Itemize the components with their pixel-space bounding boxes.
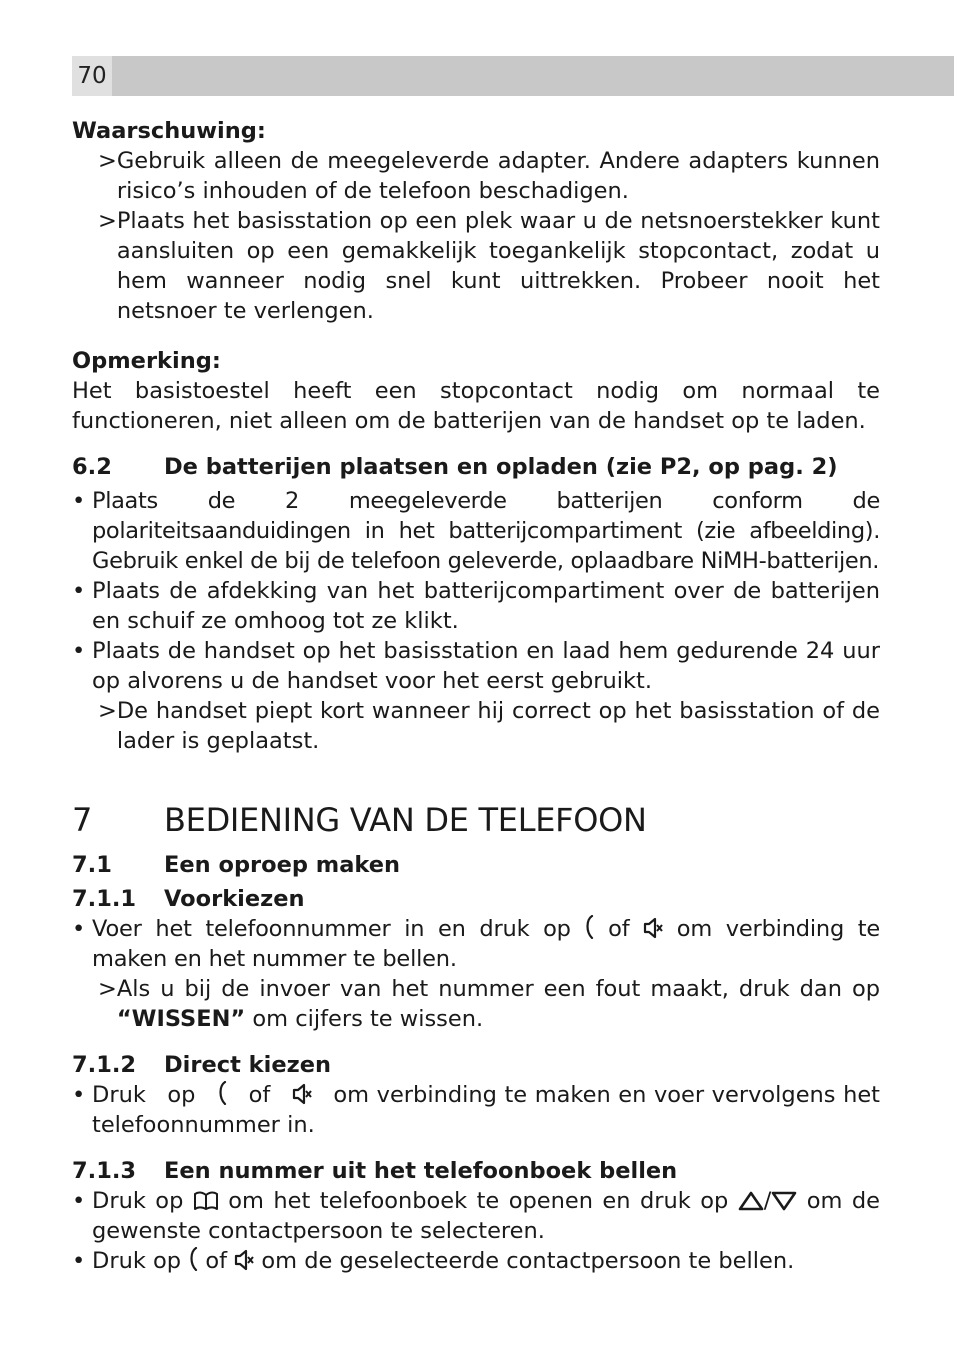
bullet-marker: •: [72, 1082, 86, 1108]
list-item: [72, 486, 880, 576]
list-item-text: Druk op: [92, 1188, 184, 1214]
bullet-marker: •: [72, 1188, 86, 1214]
sub-note-text: Als u bij de invoer van het nummer een fout maakt, druk dan op: [116, 976, 880, 1002]
section-6-2-heading: [72, 452, 880, 482]
section-title: Een oproep maken: [164, 852, 401, 878]
warning-item: [98, 206, 880, 326]
section-number: 7.1: [72, 852, 112, 878]
arrow-marker: >: [98, 148, 117, 174]
sub-note-text: De handset piept kort wanneer hij correct op het basisstation of de lader is geplaatst.: [116, 698, 880, 754]
section-title: Voorkiezen: [164, 886, 305, 912]
list-item: [72, 1246, 880, 1276]
sub-note-text: om cijfers te wissen.: [252, 1006, 484, 1032]
list-item: [72, 636, 880, 696]
arrow-marker: >: [98, 208, 117, 234]
section-title: Direct kiezen: [164, 1052, 331, 1078]
note-label: Opmerking:: [72, 348, 221, 374]
speaker-icon: [292, 1083, 312, 1105]
list-item-text: Plaats de handset op het basisstation en laad hem gedurende 24 uur op alvorens u de handset voor het eerst gebruikt.: [92, 638, 880, 694]
down-triangle-icon: [771, 1191, 797, 1211]
section-number: 7.1.1: [72, 886, 137, 912]
sub-note: [98, 696, 880, 756]
slash-separator: /: [763, 1188, 772, 1214]
warning-item-text: Gebruik alleen de meegeleverde adapter. Andere adapters kunnen risico’s inhouden of de telefoon beschadigen.: [116, 148, 880, 204]
arrow-marker: >: [98, 698, 117, 724]
list-item-text: Plaats de afdekking van het batterijcompartiment over de batterijen en schuif ze omhoog tot ze klikt.: [92, 578, 880, 634]
list-item-text: Voer het telefoonnummer in en druk op: [92, 916, 571, 942]
page-content: [72, 116, 880, 1276]
list-item-text: om de gewenste contactpersoon te selecteren.: [92, 1188, 881, 1244]
bullet-marker: •: [72, 488, 86, 514]
section-number: 7.1.3: [72, 1158, 137, 1184]
note-text: Het basistoestel heeft een stopcontact nodig om normaal te functioneren, niet alleen om de batterijen van de handset op te laden.: [72, 378, 880, 434]
warning-label: Waarschuwing:: [72, 118, 266, 144]
page-number: 70: [72, 56, 112, 96]
bullet-marker: •: [72, 638, 86, 664]
phone-handset-icon: [188, 1247, 198, 1271]
list-item-text: Plaats de 2 meegeleverde batterijen conform de polariteitsaanduidingen in het batterijcompartiment (zie afbeelding). Gebruik enkel de bij de telefoon geleverde, oplaadbare NiMH-batterijen.: [92, 488, 880, 574]
warning-item-text: Plaats het basisstation op een plek waar u de netsnoerstekker kunt aansluiten op een gemakkelijk toegankelijk stopcontact, zodat u hem wanneer nodig snel kunt uittrekken. Probeer nooit het netsnoer te verlengen.: [116, 208, 880, 324]
bullet-marker: •: [72, 1248, 86, 1274]
bullet-marker: •: [72, 916, 86, 942]
section-number: 7.1.2: [72, 1052, 137, 1078]
speaker-icon: [643, 917, 663, 939]
list-item-text: om verbinding te maken en voer vervolgens het telefoonnummer in.: [92, 1082, 881, 1138]
list-item: [72, 1186, 880, 1246]
section-7-1-3-heading: [72, 1156, 880, 1186]
sub-note: [98, 974, 880, 1034]
section-title: Een nummer uit het telefoonboek bellen: [164, 1158, 678, 1184]
list-item-text: Druk op: [92, 1248, 182, 1274]
chapter-title: BEDIENING VAN DE TELEFOON: [164, 801, 647, 839]
arrow-marker: >: [98, 976, 117, 1002]
list-item: [72, 576, 880, 636]
phone-handset-icon: [217, 1081, 227, 1105]
list-item-text: om het telefoonboek te openen en druk op: [228, 1188, 729, 1214]
up-triangle-icon: [738, 1191, 764, 1211]
section-7-1-2-heading: [72, 1050, 880, 1080]
list-item-text: of: [248, 1082, 271, 1108]
list-item: [72, 1080, 880, 1140]
speaker-icon: [234, 1249, 254, 1271]
section-7-1-1-heading: [72, 884, 880, 914]
section-7-1-heading: [72, 850, 880, 880]
section-title: De batterijen plaatsen en opladen (zie P2, op pag. 2): [164, 454, 838, 480]
list-item-text: Druk op: [92, 1082, 196, 1108]
phonebook-icon: [193, 1191, 219, 1211]
bullet-marker: •: [72, 578, 86, 604]
list-item-text: of: [608, 916, 630, 942]
chapter-number: 7: [72, 801, 93, 839]
list-item: [72, 914, 880, 974]
page-header-bar: [72, 56, 954, 96]
wissen-label: “WISSEN”: [116, 1006, 246, 1032]
warning-item: [98, 146, 880, 206]
section-number: 6.2: [72, 454, 112, 480]
chapter-7-heading: [72, 800, 880, 840]
list-item-text: om de geselecteerde contactpersoon te bellen.: [261, 1248, 795, 1274]
list-item-text: of: [205, 1248, 228, 1274]
phone-handset-icon: [584, 915, 594, 939]
list-item-text: om verbinding te maken en het nummer te bellen.: [92, 916, 880, 972]
